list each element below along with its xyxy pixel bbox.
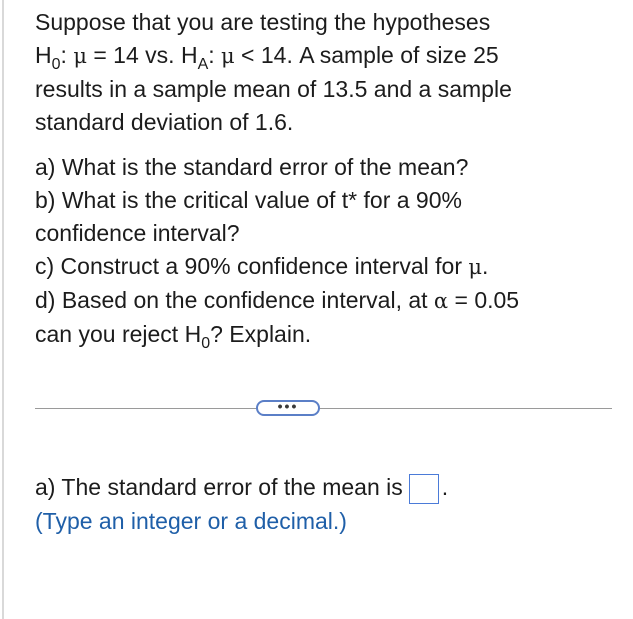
intro-line-4: standard deviation of 1.6. <box>35 109 294 135</box>
part-c-end: . <box>482 253 489 279</box>
h0-rest: = 14 vs. <box>86 42 181 68</box>
ha-colon: : <box>208 42 222 68</box>
mu-symbol: μ <box>468 255 483 279</box>
intro-line-3: results in a sample mean of 13.5 and a sample <box>35 76 512 102</box>
part-d2-text: can you reject <box>35 321 185 347</box>
intro-line-2 <box>35 42 499 73</box>
answer-prompt: a) The standard error of the mean is <box>35 474 403 500</box>
ha-subscript: A <box>197 56 209 73</box>
part-d2-end: ? Explain. <box>210 321 312 347</box>
part-d2-subscript: 0 <box>201 335 211 352</box>
answer-section <box>35 470 448 538</box>
part-d-line-2 <box>35 321 312 352</box>
h0-subscript: 0 <box>51 56 61 73</box>
mu-symbol: μ <box>221 44 235 68</box>
standard-error-input[interactable] <box>409 474 439 504</box>
part-d2-h: H <box>184 321 202 347</box>
part-d-text: d) Based on the confidence interval, at <box>35 287 434 313</box>
part-c <box>35 253 488 279</box>
ellipsis-icon: ••• <box>277 398 299 414</box>
question-parts <box>35 151 615 351</box>
question-intro <box>35 6 615 139</box>
part-d-line-1 <box>35 287 519 313</box>
ha-letter: H <box>180 42 198 68</box>
part-a: a) What is the standard error of the mean? <box>35 154 469 180</box>
part-d-end: = 0.05 <box>448 287 520 313</box>
mu-symbol: μ <box>73 44 87 68</box>
h0-colon: : <box>60 42 74 68</box>
ha-rest: < 14. A sample of size 25 <box>234 42 499 68</box>
section-divider <box>35 408 612 409</box>
intro-line-1: Suppose that you are testing the hypotheses <box>35 9 491 35</box>
show-more-button[interactable] <box>256 400 320 416</box>
answer-hint: (Type an integer or a decimal.) <box>35 508 347 534</box>
left-border <box>2 0 4 619</box>
part-c-text: c) Construct a 90% confidence interval for <box>35 253 469 279</box>
answer-line <box>35 470 448 504</box>
part-b-line-2: confidence interval? <box>35 220 240 246</box>
h0-letter: H <box>35 42 52 68</box>
question-text <box>35 6 615 351</box>
alpha-symbol: α <box>433 289 449 313</box>
part-b-line-1: b) What is the critical value of t* for a 90% <box>35 187 462 213</box>
answer-suffix: . <box>441 474 449 500</box>
